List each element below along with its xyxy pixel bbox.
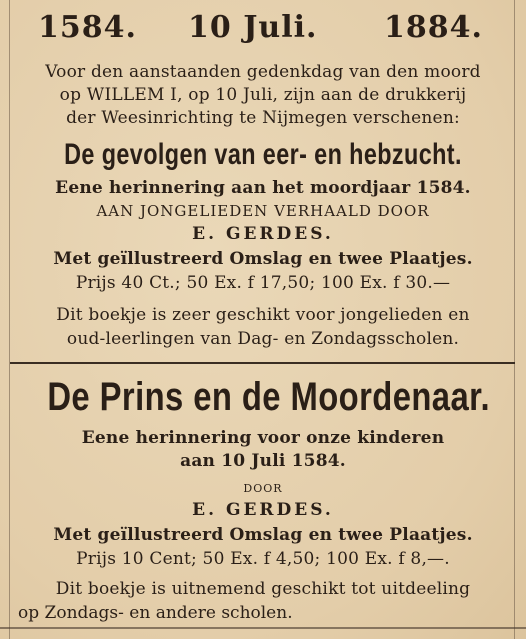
book1-subtitle: Eene herinnering aan het moordjaar 1584. xyxy=(55,178,471,198)
book2-illustration: Met geïllustreerd Omslag en twee Plaatjes. xyxy=(53,525,473,545)
book2-byline: DOOR xyxy=(243,482,283,495)
book2-subtitle-1: Eene herinnering voor onze kinderen xyxy=(81,428,445,448)
book1-description-1: Dit boekje is zeer geschikt voor jongelieden en xyxy=(56,305,470,325)
intro-line-3: der Weesinrichting te Nijmegen verschenen: xyxy=(66,108,460,128)
book2-title: De Prins en de Moordenaar. xyxy=(47,375,490,419)
year-left: 1584. xyxy=(38,10,137,45)
book1-title: De gevolgen van eer- en hebzucht. xyxy=(64,138,462,171)
bottom-rule xyxy=(0,627,526,629)
year-right: 1884. xyxy=(384,10,483,45)
book2-subtitle-2: aan 10 Juli 1584. xyxy=(180,451,346,471)
book2-price: Prijs 10 Cent; 50 Ex. f 4,50; 100 Ex. f 8,—. xyxy=(76,549,450,569)
book2-description-2: op Zondags- en andere scholen. xyxy=(18,603,293,623)
section-divider xyxy=(10,362,515,364)
intro-line-2: op WILLEM I, op 10 Juli, zijn aan de drukkerij xyxy=(59,85,467,105)
book1-price: Prijs 40 Ct.; 50 Ex. f 17,50; 100 Ex. f 30.— xyxy=(75,273,451,293)
date-center: 10 Juli. xyxy=(188,10,318,45)
book1-byline: AAN JONGELIEDEN VERHAALD DOOR xyxy=(96,202,430,220)
book1-description-2: oud-leerlingen van Dag- en Zondagsscholen. xyxy=(66,329,460,349)
intro-line-1: Voor den aanstaanden gedenkdag van den moord xyxy=(45,62,481,82)
book1-illustration: Met geïllustreerd Omslag en twee Plaatjes. xyxy=(53,249,473,269)
book1-author: E. GERDES. xyxy=(192,224,334,244)
book2-description-1: Dit boekje is uitnemend geschikt tot uitdeeling xyxy=(55,579,471,599)
book2-author: E. GERDES. xyxy=(192,500,334,520)
